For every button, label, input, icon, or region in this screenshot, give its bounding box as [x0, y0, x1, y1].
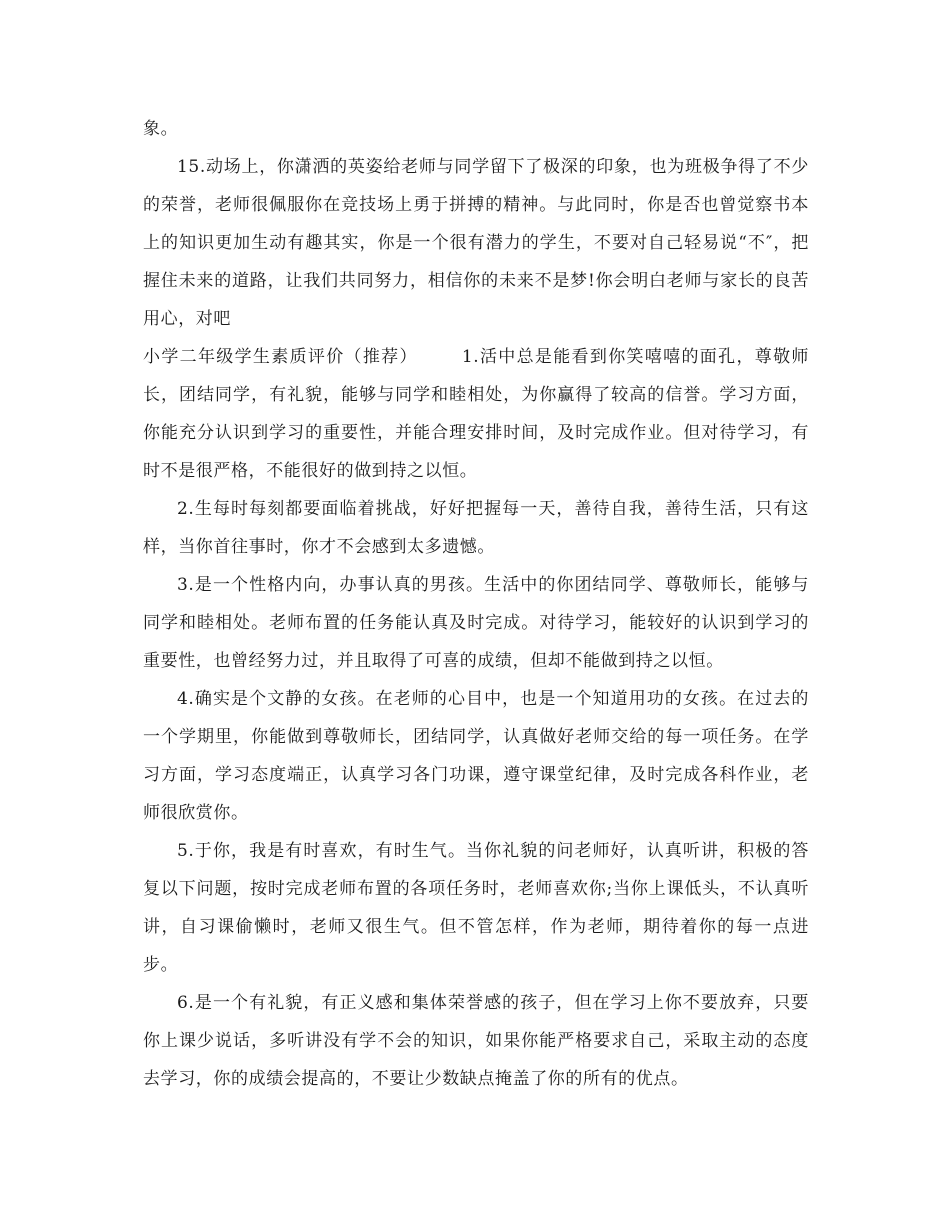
- section-title-paragraph: [143, 338, 809, 490]
- paragraph-continuation: 象。: [143, 119, 179, 139]
- paragraph-15: 15.动场上，你潇洒的英姿给老师与同学留下了极深的印象，也为班极争得了不少的荣誉，老师很佩服你在竞技场上勇于拼搏的精神。与此同时，你是否也曾觉察书本上的知识更加生动有趣其实，你是一个很有潜力的学生，不要对自己轻易说“不″，把握住未来的道路，让我们共同努力，相信你的未来不是梦!你会明白老师与家长的良苦用心，对吧: [143, 157, 809, 329]
- paragraph-3: 3.是一个性格内向，办事认真的男孩。生活中的你团结同学、尊敬师长，能够与同学和睦相处。老师布置的任务能认真及时完成。对待学习，能较好的认识到学习的重要性，也曾经努力过，并且取得了可喜的成绩，但却不能做到持之以恒。: [143, 575, 809, 671]
- paragraph-6: 6.是一个有礼貌，有正义感和集体荣誉感的孩子，但在学习上你不要放弃，只要你上课少说话，多听讲没有学不会的知识，如果你能严格要求自己，采取主动的态度去学习，你的成绩会提高的，不要让少数缺点掩盖了你的所有的优点。: [143, 993, 809, 1089]
- paragraph-5: 5.于你，我是有时喜欢，有时生气。当你礼貌的问老师好，认真听讲，积极的答复以下问题，按时完成老师布置的各项任务时，老师喜欢你;当你上课低头，不认真听讲，自习课偷懒时，老师又很生气。但不管怎样，作为老师，期待着你的每一点进步。: [143, 841, 809, 975]
- paragraph-1-text: 1.活中总是能看到你笑嘻嘻的面孔，尊敬师长，团结同学，有礼貌，能够与同学和睦相处，为你赢得了较高的信誉。学习方面，你能充分认识到学习的重要性，并能合理安排时间，及时完成作业。但对待学习，有时不是很严格，不能很好的做到持之以恒。: [143, 347, 810, 481]
- document-body: [143, 110, 809, 1098]
- section-title: 小学二年级学生素质评价（推荐）: [143, 347, 418, 367]
- paragraph-2: 2.生每时每刻都要面临着挑战，好好把握每一天，善待自我，善待生活，只有这样，当你首往事时，你才不会感到太多遗憾。: [143, 499, 809, 557]
- paragraph-4: 4.确实是个文静的女孩。在老师的心目中，也是一个知道用功的女孩。在过去的一个学期里，你能做到尊敬师长，团结同学，认真做好老师交给的每一项任务。在学习方面，学习态度端正，认真学习各门功课，遵守课堂纪律，及时完成各科作业，老师很欣赏你。: [143, 689, 809, 823]
